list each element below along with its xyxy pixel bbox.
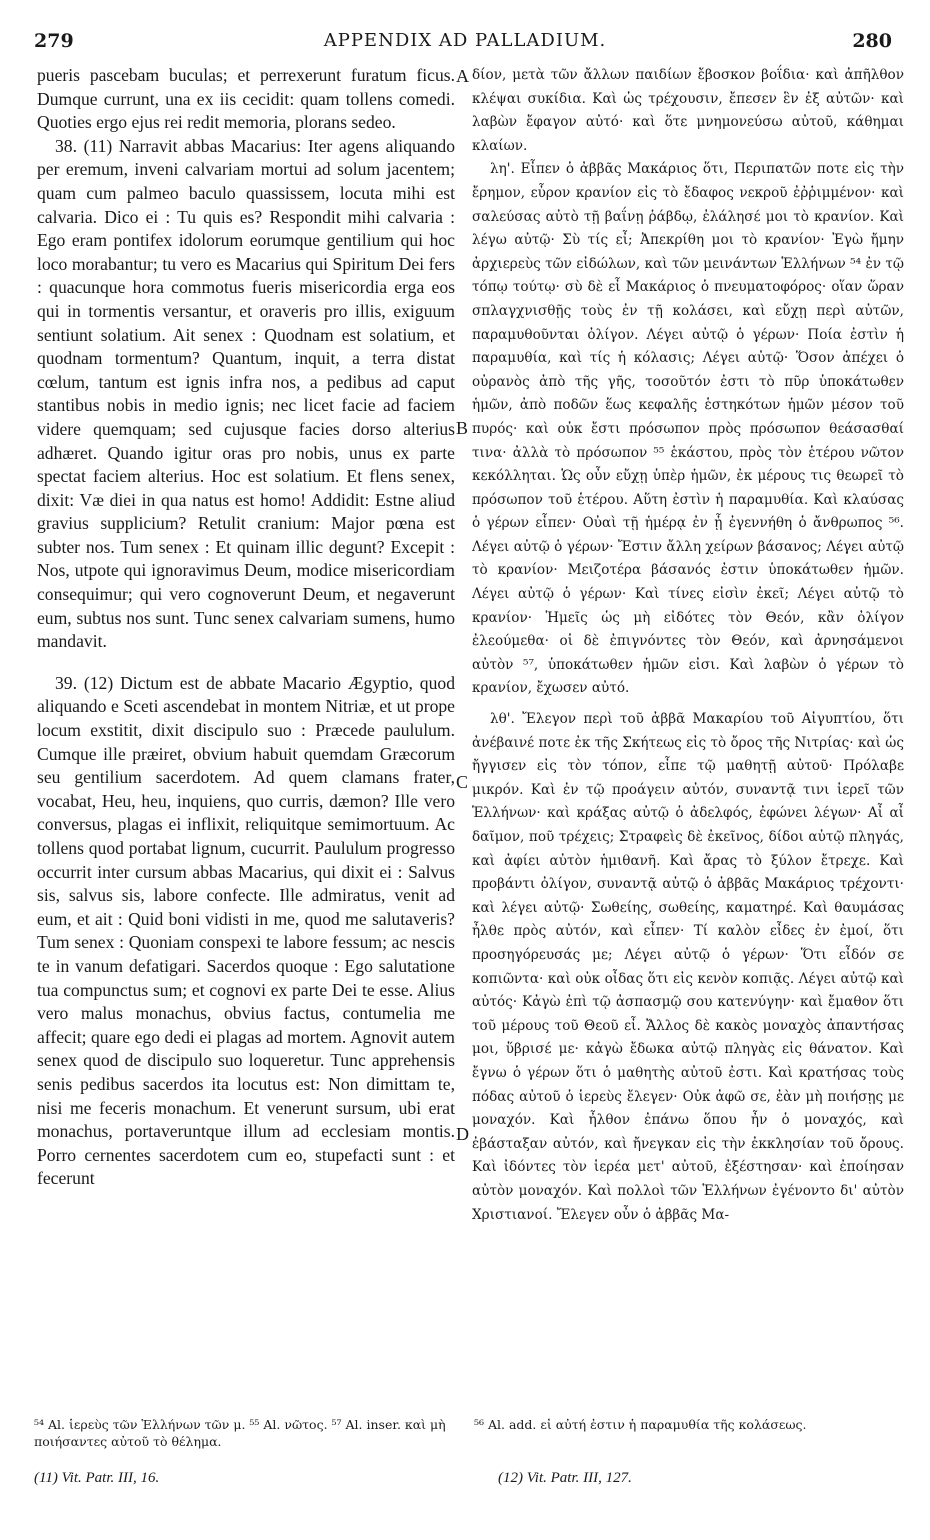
latin-paragraph: 39. (12) Dictum est de abbate Macario Ægyptio, quod aliquando e Sceti ascendebat in montem Nitriæ, et ut prope locum exstitit, dixit discipulo suo : Præcede paululum. Cumque ille præiret, obvium habuit quemdam Græcorum seu gentilium sacerdotem. Ad quem clamans frater, vocabat, Heu, heu, inquiens, quo curris, dæmon? Ille vero conversus, plagas ei inflixit, reliquitque semimortuum. Ac tollens quod portabat lignum, cucurrit. Paululum progresso occurrit inter cursum abbas Macarius, qui dixit ei : Salvus sis, salvus sis, labore confecte. Ille admiratus, venit ad eum, et ait : Quid boni vidisti in me, quod me salutaveris? Tum senex : Quoniam conspexi te labore fessum; ac nescis te in vanum defatigari. Sacerdos quoque : Ego salutatione tua compunctus sum; et cognovi ex parte Dei te esse. Alius vero malus monachus, obvius factus, contumelia me affecit; quare ego dedi ei plagas ad mortem. Agnovit autem senex quod de discipulo suo loqueretur. Tunc apprehensis senis pedibus sacerdos ita locutus est: Non dimittam te, nisi me feceris monachum. Et venerunt sursum, ubi erat monachus, portaveruntque illum ad ecclesiam montis. Porro cernentes sacerdotem cum eo, stupefacti sunt : et fecerunt: [37, 672, 455, 1189]
margin-marker-c: C: [456, 772, 469, 792]
latin-paragraph: 38. (11) Narravit abbas Macarius: Iter agens aliquando per eremum, inveni calvariam mortui ad solum jacentem; quam cum palmeo baculo quassissem, locuta mihi est calvaria. Dico ei : Tu quis es? Respondit mihi calvaria : Ego eram pontifex idolorum eorumque gentilium qui hoc loco morabantur; tu vero es Macarius qui Spiritum Dei fers : quacunque hora commotus fueris misericordia erga eos qui in tormentis versantur, et oraveris pro illis, exiguum sentiunt solatium. Ait senex : Quodnam est solatium, et quodnam tormentum? Quantum, inquit, a terra distat cœlum, tantum est ignis infra nos, a pedibus ad caput stantibus nobis in medio ignis; nec licet facie ad faciem videre quemquam; sed cujusque facies dorso alterius adhæret. Quando igitur oras pro nobis, unus ex parte spectat faciem alterius. Hoc est solatium. Et flens senex, dixit: Væ diei in qua natus est homo! Addidit: Estne aliud gravius supplicium? Retulit cranium: Major pœna est subter nos. Tum senex : Et quinam illic degunt? Excepit : Nos, utpote qui ignoravimus Deum, modice misericordiam consequimur; qui vero cognoverunt Deum, et negaverunt eum, subtus nos sunt. Tunc senex calvariam sumens, humo mandavit.: [37, 135, 455, 652]
page-number-right: 280: [852, 30, 892, 52]
footnote-left: ⁵⁴ Al. ἱερεὺς τῶν Ἑλλήνων τῶν μ. ⁵⁵ Al. νῶτος. ⁵⁷ Al. inser. καὶ μὴ ποιήσαντες αὐτοῦ τὸ θέλημα.: [34, 1417, 446, 1449]
greek-paragraph: λη'. Εἶπεν ὁ ἀββᾶς Μακάριος ὅτι, Περιπατῶν ποτε εἰς τὴν ἔρημον, εὗρον κρανίον εἰς τὸ ἔδαφος νεκροῦ ἐῤῥιμμένον· καὶ σαλεύσας αὐτὸ τῇ βαΐνῃ ῥάβδῳ, ἐλάλησέ μοι τὸ κρανίον. Καὶ λέγω αὐτῷ· Σὺ τίς εἶ; Ἀπεκρίθη μοι τὸ κρανίον· Ἐγὼ ἤμην ἀρχιερεὺς τῶν εἰδώλων, καὶ τῶν μεινάντων Ἑλλήνων ⁵⁴ ἐν τῷ τόπῳ τούτῳ· σὺ δὲ εἶ Μακάριος ὁ πνευματοφόρος· οἵαν ὥραν σπλαγχνισθῇς τοὺς ἐν τῇ κολάσει, καὶ εὔχῃ περὶ αὐτῶν, παραμυθοῦνται ὀλίγον. Λέγει αὐτῷ ὁ γέρων· Ποία ἐστὶν ἡ παραμυθία, καὶ τίς ἡ κόλασις; Λέγει αὐτῷ· Ὅσον ἀπέχει ὁ οὐρανὸς ἀπὸ τῆς γῆς, τοσοῦτόν ἐστι τὸ πῦρ ὑποκάτωθεν ἡμῶν, ἀπὸ ποδῶν ἕως κεφαλῆς ἑστηκότων ἡμῶν μέσον τοῦ πυρός· καὶ οὐκ ἔστι πρόσωπον πρὸς πρόσωπον θεάσασθαί τινα· ἀλλὰ τὸ πρόσωπον ⁵⁵ ἑκάστου, πρὸς τὸν ἑτέρου νῶτον κεκόλληται. Ὡς οὖν εὔχῃ ὑπὲρ ἡμῶν, ἐκ μέρους τις θεωρεῖ τὸ πρόσωπον τοῦ ἑτέρου. Αὕτη ἐστὶν ἡ παραμυθία. Καὶ κλαύσας ὁ γέρων εἶπεν· Οὐαὶ τῇ ἡμέρᾳ ἐν ᾗ ἐγεννήθη ὁ ἄνθρωπος ⁵⁶. Λέγει αὐτῷ ὁ γέρων· Ἔστιν ἄλλη χείρων βάσανος; Λέγει αὐτῷ τὸ κρανίον· Μειζοτέρα βάσανός ἐστιν ὑποκάτωθεν ἡμῶν. Λέγει αὐτῷ ὁ γέρων· Καὶ τίνες εἰσὶν ἐκεῖ; Λέγει αὐτῷ τὸ κρανίον· Ἡμεῖς ὡς μὴ εἰδότες τὸν Θεόν, κἂν ὀλίγον ἐλεούμεθα· οἱ δὲ ἐπιγνόντες τὸν Θεόν, καὶ ἀρνησάμενοι αὐτὸν ⁵⁷, ὑποκάτωθεν ἡμῶν εἰσι. Καὶ λαβὼν ὁ γέρων τὸ κρανίον, ἔχωσεν αὐτό.: [472, 161, 904, 697]
latin-column: [37, 64, 455, 1191]
greek-column: [472, 64, 904, 1227]
page-number-left: 279: [34, 30, 74, 52]
greek-paragraph: λθ'. Ἔλεγον περὶ τοῦ ἀββᾶ Μακαρίου τοῦ Αἰγυπτίου, ὅτι ἀνέβαινέ ποτε ἐκ τῆς Σκήτεως εἰς τὸ ὄρος τῆς Νιτρίας· καὶ ὡς ἤγγισεν εἰς τὸν τόπον, εἶπε τῷ μαθητῇ αὐτοῦ· Πρόλαβε μικρόν. Καὶ ἐν τῷ προάγειν αὐτόν, συναντᾷ τινι ἱερεῖ τῶν Ἑλλήνων· καὶ κράξας αὐτῷ ὁ ἀδελφός, ἐφώνει λέγων· Αἶ αἶ δαῖμον, ποῦ τρέχεις; Στραφεὶς δὲ ἐκεῖνος, δίδοι αὐτῷ πληγάς, καὶ ἀφίει αὐτὸν ἡμιθανῆ. Καὶ ἄρας τὸ ξύλον ἔτρεχε. Καὶ προβάντι ὀλίγον, συναντᾷ αὐτῷ ὁ ἀββᾶς Μακάριος τρέχοντι· καὶ λέγει αὐτῷ· Σωθείης, σωθείης, καματηρέ. Καὶ θαυμάσας ἦλθε πρὸς αὐτόν, καὶ εἶπεν· Τί καλὸν εἶδες ἐν ἐμοί, ὅτι προσηγόρευσάς με; Λέγει αὐτῷ ὁ γέρων· Ὅτι εἶδόν σε κοπιῶντα· καὶ οὐκ οἶδας ὅτι εἰς κενὸν κοπιᾷς. Λέγει αὐτῷ καὶ αὐτός· Κἀγὼ ἐπὶ τῷ ἀσπασμῷ σου κατενύγην· καὶ ἔμαθον ὅτι τοῦ μέρους τοῦ Θεοῦ εἶ. Ἄλλος δὲ κακὸς μοναχὸς ἀπαντήσας μοι, ὕβρισέ με· κἀγὼ ἔδωκα αὐτῷ πληγὰς εἰς θάνατον. Καὶ ἔγνω ὁ γέρων ὅτι ὁ μαθητὴς αὐτοῦ ἐστι. Καὶ κρατήσας τοὺς πόδας αὐτοῦ ὁ ἱερεὺς ἔλεγεν· Οὐκ ἀφῶ σε, ἐὰν μὴ ποιήσῃς με μοναχόν. Καὶ ἦλθον ἐπάνω ὅπου ἦν ὁ μοναχός, καὶ ἐβάσταξαν αὐτόν, καὶ ἤνεγκαν εἰς τὴν ἐκκλησίαν τοῦ ὄρους. Καὶ ἰδόντες τὸν ἱερέα μετ' αὐτοῦ, ἐξέστησαν· καὶ ἐποίησαν αὐτὸν μοναχόν. Καὶ πολλοὶ τῶν Ἑλλήνων ἐγένοντο δι' αὐτὸν Χριστιανοί. Ἔλεγεν οὖν ὁ ἀββᾶς Μα-: [472, 711, 904, 1223]
footnote-right: ⁵⁶ Al. add. εἰ αὐτή ἐστιν ἡ παραμυθία τῆς κολάσεως.: [474, 1417, 807, 1432]
margin-marker-d: D: [456, 1124, 469, 1144]
latin-paragraph: pueris pascebam buculas; et perrexerunt furatum ficus. Dumque currunt, una ex iis cecidit: quam tollens comedi. Quoties ergo ejus rei redit memoria, plorans sedeo.: [37, 65, 455, 133]
running-header: [32, 12, 898, 52]
source-note-left: (11) Vit. Patr. III, 16.: [34, 1470, 160, 1486]
margin-marker-a: A: [456, 66, 469, 86]
greek-paragraph: δίον, μετὰ τῶν ἄλλων παιδίων ἔβοσκον βοΐδια· καὶ ἀπῆλθον κλέψαι συκίδια. Καὶ ὡς τρέχουσιν, ἔπεσεν ἓν ἐξ αὐτῶν· καὶ λαβὼν ἔφαγον αὐτό· καὶ ὅτε μνημονεύσω αὐτοῦ, κάθημαι κλαίων.: [472, 67, 904, 154]
running-title: APPENDIX AD PALLADIUM.: [323, 30, 607, 51]
margin-marker-b: B: [456, 418, 469, 438]
source-note-right: (12) Vit. Patr. III, 127.: [498, 1470, 632, 1486]
